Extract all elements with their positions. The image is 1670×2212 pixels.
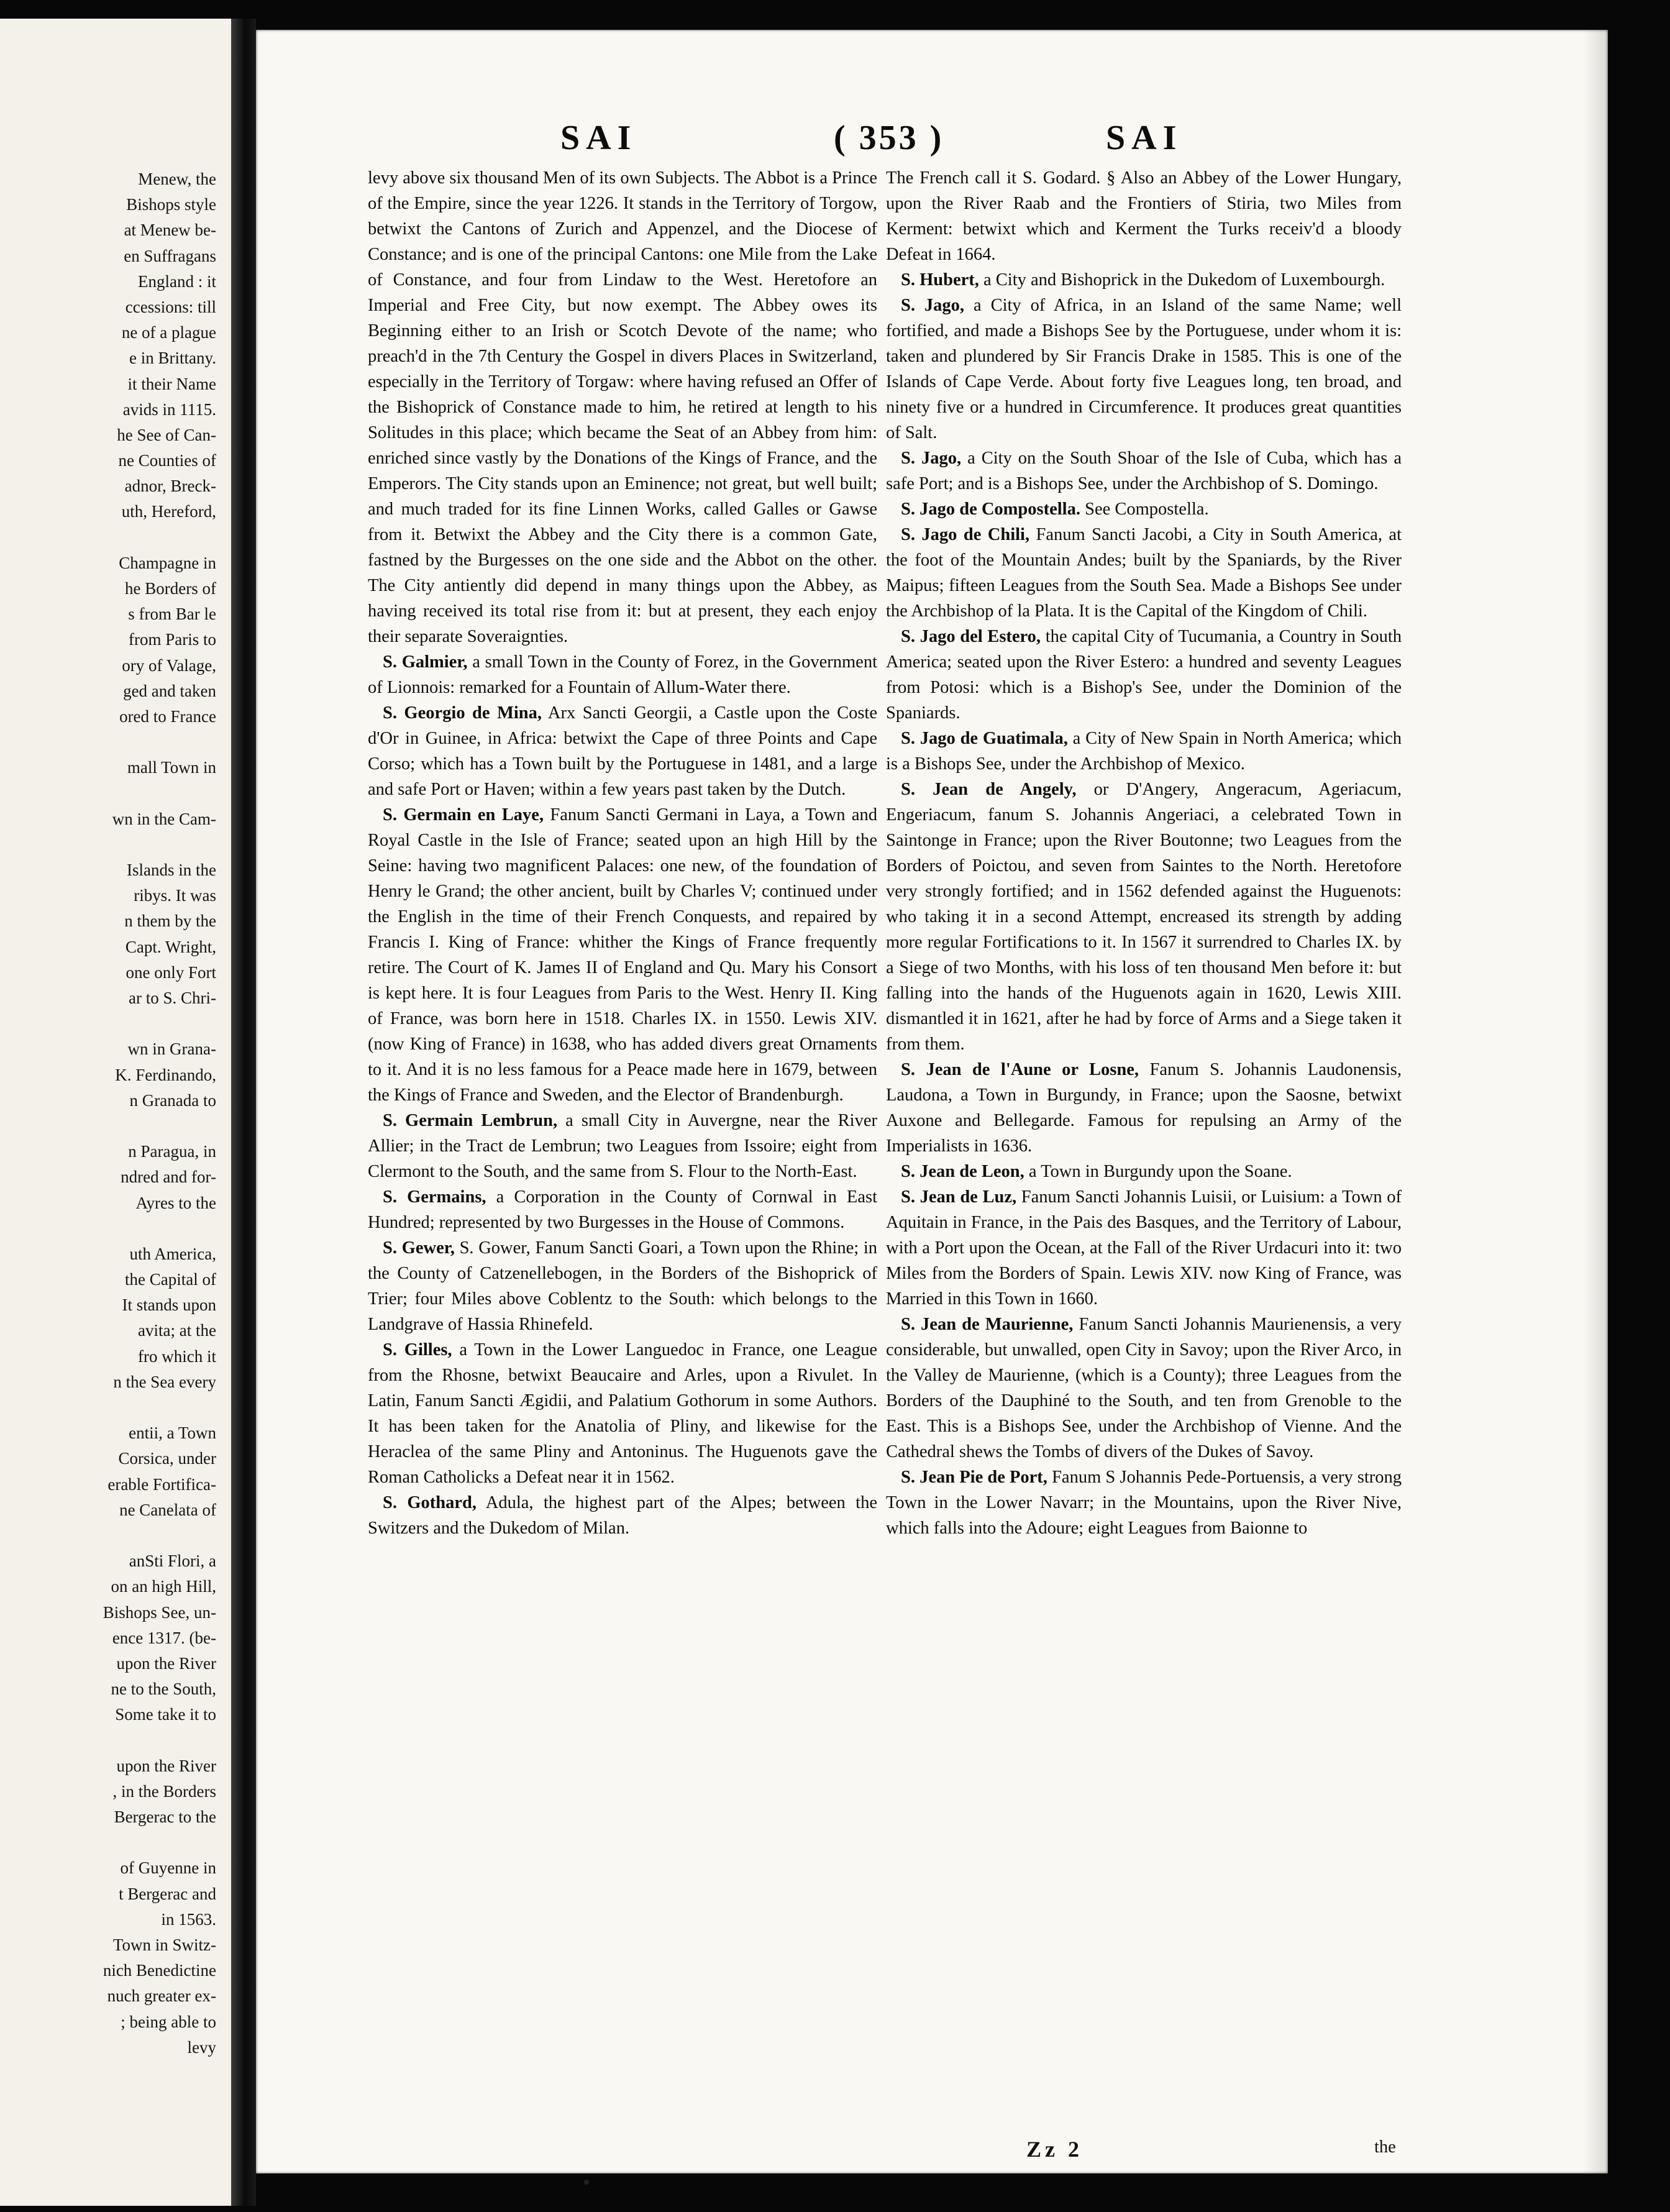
previous-page-line: nuch greater ex- [107,1986,216,2006]
entry-text: a small Town in the County of Forez, in the Government of Lionnois: remarked for a Fountain of Allum-Water there. [368,652,878,697]
previous-page-line: mall Town in [127,758,216,777]
entry-headword: S. Gothard, [383,1493,477,1512]
entry-headword: S. Jago de Guatimala, [901,729,1068,748]
previous-page-line: ne Canelata of [119,1500,216,1519]
book-gutter [231,19,256,2206]
entry-headword: S. Jean Pie de Port, [901,1468,1047,1487]
entry-text: Fanum Sancti Germani in Laya, a Town and Royal Castle in the Isle of France; seated upon an high Hill by the Seine: having two magnificent Palaces: one new, of the foundation of Henry le Grand; the other ancient, built by Charles V; continued under the English in the time of their French Conquests, and repaired by Francis I. King of France: whither the Kings of France frequently retire. The Court of K. James II of England and Qu. Mary his Consort is kept here. It is four Leagues from Paris to the West. Henry II. King of France, was born here in 1518. Charles IX. in 1550. Lewis XIV. (now King of France) in 1638, who has added divers great Ornaments to it. And it is no less famous for a Peace made here in 1679, between the Kings of France and Sweden, and the Elector of Brandenburgh. [368,805,877,1105]
previous-page-line: n the Sea every [113,1372,216,1391]
left-column [368,165,877,1541]
running-head-right: SAI [1106,119,1183,157]
previous-page-line: ory of Valage, [122,656,216,675]
previous-page-line: entii, a Town [129,1424,216,1443]
previous-page-line: ne to the South, [111,1680,216,1699]
dictionary-entry [886,1159,1402,1184]
previous-page-line: nich Benedictine [103,1961,216,1980]
previous-page-line: adnor, Breck- [124,477,216,496]
dictionary-entry [886,293,1402,446]
previous-page-line: on an high Hill, [111,1577,216,1596]
dictionary-entry [886,496,1402,522]
dictionary-entry [886,624,1402,726]
previous-page-line: Champagne in [119,553,216,572]
entry-headword: S. Germains, [383,1187,486,1207]
previous-page-line: avita; at the [138,1321,216,1340]
entry-headword: S. Jago, [901,449,962,468]
entry-text: a City and Bishoprick in the Dukedom of Luxembourgh. [979,270,1385,290]
previous-page-line: anSti Flori, a [129,1552,216,1571]
dictionary-entry [368,1337,877,1490]
previous-page-line: ccessions: till [125,297,216,316]
dictionary-entry [886,726,1402,777]
entry-headword: S. Gewer, [383,1238,455,1258]
previous-page-line: Bishops See, un- [103,1602,216,1622]
previous-page-line: ne Counties of [118,451,216,470]
dictionary-entry [368,1235,877,1337]
previous-page-fragment [0,19,232,2206]
previous-page-line: upon the River [116,1756,216,1775]
entry-text: a Town in Burgundy upon the Soane. [1024,1162,1292,1181]
previous-page-line: avids in 1115. [122,400,216,419]
entry-headword: S. Georgio de Mina, [383,703,542,723]
previous-page-line: n Granada to [129,1090,216,1110]
previous-page-line: ored to France [119,706,216,726]
page-number: ( 353 ) [834,119,944,157]
previous-page-line: Corsica, under [118,1449,216,1468]
dictionary-entry [368,802,877,1108]
previous-page-line: ged and taken [123,681,216,700]
entry-headword: S. Jago de Compostella. [901,500,1080,519]
previous-page-line [0,1395,216,1420]
dictionary-entry [886,522,1402,624]
previous-page-line: erable Fortifica- [107,1474,216,1494]
entry-headword: S. Jago del Estero, [901,627,1041,646]
previous-page-line: in 1563. [161,1909,216,1929]
previous-page-line: it their Name [127,374,216,393]
previous-page-line: ndred and for- [121,1168,216,1187]
entry-text: a Town in the Lower Languedoc in France, one League from the Rhosne, betwixt Beaucaire and Arles, upon a Rivulet. In Latin, Fanum Sancti Ægidii, and Palatium Gothorum in some Authors. It has been taken for the Anatolia of Pliny, and likewise for the Heraclea of the same Pliny and Antoninus. The Huguenots gave the Roman Catholicks a Defeat near it in 1562. [368,1340,877,1487]
previous-page-line: , in the Borders [112,1781,216,1801]
previous-page-line: ne of a plague [121,323,216,342]
dictionary-entry [886,267,1402,293]
previous-page-line: Town in Switz- [112,1935,216,1954]
previous-page-line: England : it [138,272,216,291]
previous-page-line: uth America, [129,1244,216,1263]
entry-text: Adula, the highest part of the Alpes; between the Switzers and the Dukedom of Milan. [368,1493,877,1538]
scan-speck [584,2180,589,2185]
entry-text: a Corporation in the County of Cornwal in East Hundred; represented by two Burgesses in the House of Commons. [368,1187,878,1232]
previous-page-line: en Suffragans [124,246,216,265]
previous-page-line: ; being able to [121,2012,216,2031]
entry-text: a City of Africa, in an Island of the same Name; well fortified, and made a Bishops See by the Portuguese, under whom it is: taken and plundered by Sir Francis Drake in 1585. This is one of the Islands of Cape Verde. About forty five Leagues long, ten broad, and ninety five or a hundred in Circumference. It produces great quantities of Salt. [886,296,1402,442]
previous-page-line: t Bergerac and [119,1884,216,1903]
entry-text: Fanum S. Johannis Laudonensis, Laudona, a Town in Burgundy, in France; upon the Saosne, betwixt Auxone and Bellegarde. Famous for repulsing an Army of the Imperialists in 1636. [886,1060,1402,1156]
previous-page-line: from Paris to [129,630,216,649]
running-head-left: SAI [560,119,637,157]
entry-headword: S. Hubert, [901,270,979,290]
entry-headword: S. Jean de Angely, [901,780,1077,799]
previous-page-line: at Menew be- [124,221,216,240]
previous-page-line: Bergerac to the [114,1808,216,1826]
entry-text: levy above six thousand Men of its own Subjects. The Abbot is a Prince of the Empire, since the year 1226. It stands in the Territory of Torgow, betwixt the Cantons of Zurich and Appenzel, and the Diocese of Constance; and is one of the principal Cantons: one Mile from the Lake of Constance, and four from Lindaw to the West. Heretofore an Imperial and Free City, but now exempt. The Abbey owes its Beginning either to an Irish or Scotch Devote of the name; who preach'd in the 7th Century the Gospel in divers Places in Switzerland, especially in the Territory of Torgaw: where having refused an Offer of the Bishoprick of Constance made to him, he retired at length to his Solitudes in this place; which became the Seat of an Abbey from him: enriched since vastly by the Donations of the Kings of France, and the Emperors. The City stands upon an Eminence; not great, but well built; and much traded for its fine Linnen Works, called Galles or Gawse from it. Betwixt the Abbey and the City there is a common Gate, fastned by the Burgesses on the one side and the Abbot on the other. The City antiently did depend in many things upon the Abbey, as having received its total rise from it: but at present, they each enjoy their separate Soveraignties. [368,168,877,646]
previous-page-line: K. Ferdinando, [115,1065,216,1084]
previous-page-line: Islands in the [127,861,216,880]
entry-headword: S. Jago de Chili, [901,525,1030,544]
previous-page-column [0,167,216,2060]
catchword: the [1374,2137,1396,2157]
entry-text: The French call it S. Godard. § Also an Abbey of the Lower Hungary, upon the River Raab and the Frontiers of Stiria, two Miles from Kerment: betwixt which and Kerment the Turks receiv'd a bloody Defeat in 1664. [886,168,1402,264]
previous-page-line: Capt. Wright, [125,937,216,956]
entry-headword: S. Germain Lembrun, [383,1111,558,1130]
dictionary-entry [886,165,1402,267]
previous-page-line: s from Bar le [128,605,216,624]
right-column [886,165,1402,1541]
previous-page-line: Some take it to [115,1705,216,1724]
previous-page-line: the Capital of [125,1270,216,1289]
previous-page-line: ence 1317. (be- [112,1628,216,1647]
previous-page-line [0,1727,216,1753]
entry-text: See Compostella. [1080,500,1209,519]
entry-text: Fanum S Johannis Pede-Portuensis, a very strong Town in the Lower Navarr; in the Mountains, upon the River Nive, which falls into the Adoure; eight Leagues from Baionne to [886,1468,1402,1538]
previous-page-line: he Borders of [125,579,216,598]
entry-text: a City on the South Shoar of the Isle of Cuba, which has a safe Port; and is a Bishops See, under the Archbishop of S. Domingo. [886,449,1402,493]
dictionary-entry [886,446,1402,496]
previous-page-line: of Guyenne in [120,1858,216,1878]
entry-text: Fanum Sancti Jacobi, a City in South America, at the foot of the Mountain Andes; built by the Spaniards, by the River Maipus; fifteen Leagues from the South Sea. Made a Bishops See under the Archbishop of la Plata. It is the Capital of the Kingdom of Chili. [886,525,1402,621]
entry-headword: S. Galmier, [383,652,468,672]
previous-page-line: n Paragua, in [128,1142,216,1161]
running-head [256,118,1608,168]
previous-page-line: he See of Can- [117,425,216,444]
dictionary-entry [368,1108,877,1184]
previous-page-line: one only Fort [125,962,216,982]
entry-text: a small City in Auvergne, near the River Allier; in the Tract de Lembrun; two Leagues from Issoire; eight from Clermont to the South, and the same from S. Flour to the North-East. [368,1111,877,1181]
entry-headword: S. Jean de Maurienne, [901,1315,1074,1334]
entry-text: a City of New Spain in North America; which is a Bishops See, under the Archbishop of Mexico. [886,729,1402,774]
entry-text: or D'Angery, Angeracum, Ageriacum, Engeriacum, fanum S. Johannis Angeriaci, a celebrated Town in Saintonge in France; upon the River Boutonne; two Leagues from the Borders of Poictou, and seven from Saintes to the North. Heretofore very strongly fortified; and in 1562 defended against the Huguenots: who taking it in a second Attempt, encreased its strength by adding more regular Fortifications to it. In 1567 it surrendred to Charles IX. by a Siege of two Months, with his loss of ten thousand Men before it: but falling into the hands of the Huguenots again in 1620, Lewis XIII. dismantled it in 1621, after he had by force of Arms and a Siege taken it from them. [886,780,1402,1054]
previous-page-line [0,781,216,807]
previous-page-line: wn in the Cam- [112,809,216,828]
previous-page-line: ribys. It was [134,886,216,905]
previous-page-line: ar to S. Chri- [129,989,216,1007]
previous-page-line [0,1216,216,1241]
previous-page-line [0,1011,216,1036]
dictionary-entry [886,1184,1402,1312]
entry-headword: S. Germain en Laye, [383,805,544,825]
previous-page-line: Ayres to the [135,1193,216,1212]
previous-page-line [0,1830,216,1855]
entry-text: Fanum Sancti Johannis Maurienensis, a very considerable, but unwalled, open City in Savoy; upon the River Arco, in the Valley de Maurienne, (which is a County); three Leagues from the Borders of the Dauphiné to the South, and ten from Grenoble to the East. This is a Bishops See, under the Archbishop of Vienne. And the Cathedral shews the Tombs of divers of the Dukes of Savoy. [886,1315,1402,1461]
entry-headword: S. Jean de Luz, [901,1187,1017,1207]
dictionary-entry [368,700,877,802]
previous-page-line: fro which it [138,1346,216,1366]
signature-mark: Zz 2 [1026,2137,1083,2162]
previous-page-line [0,1113,216,1139]
previous-page-line: n them by the [124,912,216,931]
dictionary-entry [886,777,1402,1057]
dictionary-entry [886,1312,1402,1465]
dictionary-entry [368,165,877,649]
previous-page-line: e in Brittany. [129,349,216,368]
previous-page-line: Menew, the [138,170,216,188]
dictionary-entry [368,1184,877,1235]
entry-text: Arx Sancti Georgii, a Castle upon the Coste d'Or in Guinee, in Africa: betwixt the Cape of three Points and Cape Corso; which has a Town built by the Portuguese in 1481, and a large and safe Port or Haven; within a few years past taken by the Dutch. [368,703,878,799]
previous-page-line: uth, Hereford, [121,502,216,521]
previous-page-line [0,729,216,755]
previous-page-line: wn in Grana- [127,1040,216,1059]
entry-headword: S. Jean de l'Aune or Losne, [901,1060,1139,1079]
previous-page-line: levy [187,2037,216,2057]
previous-page-line [0,832,216,857]
dictionary-entry [886,1057,1402,1159]
previous-page-line [0,525,216,551]
entry-headword: S. Jago, [901,296,965,315]
entry-text: Fanum Sancti Johannis Luisii, or Luisium: a Town of Aquitain in France, in the Pais des Basques, and the Territory of Labour, with a Port upon the Ocean, at the Fall of the River Urdacuri into it: two Miles from the Borders of Spain. Lewis XIV. now King of France, was Married in this Town in 1660. [886,1187,1402,1309]
page-353 [256,30,1608,2173]
previous-page-line: It stands upon [122,1296,216,1315]
dictionary-entry [368,649,877,700]
entry-text: the capital City of Tucumania, a Country in South America; seated upon the River Estero: a hundred and seventy Leagues from Potosi: which is a Bishop's See, under the Dominion of the Spaniards. [886,627,1402,723]
dictionary-entry [368,1490,877,1541]
entry-text: S. Gower, Fanum Sancti Goari, a Town upon the Rhine; in the County of Catzenellebogen, in the Borders of the Bishoprick of Trier; four Miles above Coblentz to the South: which belongs to the Landgrave of Hassia Rhinefeld. [368,1238,877,1334]
previous-page-line [0,1523,216,1548]
entry-headword: S. Gilles, [383,1340,452,1360]
entry-headword: S. Jean de Leon, [901,1162,1024,1181]
dictionary-entry [886,1465,1402,1541]
previous-page-line: upon the River [116,1653,216,1673]
previous-page-line: Bishops style [126,195,216,214]
